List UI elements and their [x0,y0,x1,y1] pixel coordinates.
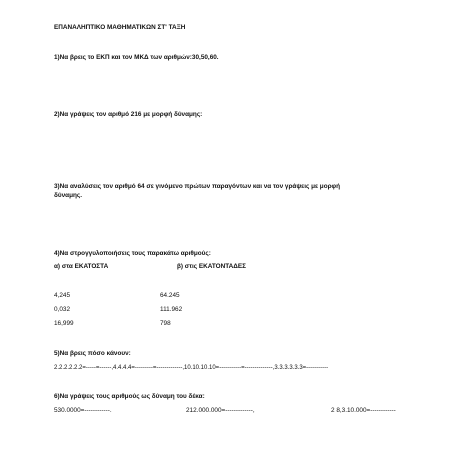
question-1: 1)Να βρεις το ΕΚΠ και τον ΜΚΔ των αριθμών:30,50,60. [54,54,219,61]
question-5-exercise-line: 2.2.2.2.2.2=-----=------,4.4.4.4=---------=-------------,10.10.10.10=-----------=--------------,3.3.3.3.3.3=----------- [54,365,329,371]
question-2: 2)Να γράψεις τον αριθμό 216 με μορφή δύναμης: [54,111,203,118]
question-4-part-b: β) στις ΕΚΑΤΟΝΤΑΔΕΣ [177,263,246,270]
q4-right-number: 111.962 [160,306,183,313]
q6-item: 2 8,3.10.000=------------ [331,407,396,414]
question-6: 6)Να γράψεις τους αριθμούς ως δύναμη του δέκα: [54,393,205,400]
question-4-part-a: α) στα ΕΚΑΤΟΣΤΑ [54,263,109,270]
q6-item: 212.000.000=-------------, [186,407,255,414]
question-5: 5)Να βρεις πόσο κάνουν: [54,350,131,357]
worksheet-title: ΕΠΑΝΑΛΗΠΤΙΚΟ ΜΑΘΗΜΑΤΙΚΩΝ ΣΤ' ΤΑΞΗ [54,24,186,31]
q4-left-number: 4,245 [54,292,70,299]
q6-item: 530.0000=------------. [54,407,112,414]
question-4: 4)Να στρογγυλοποιήσεις τους παρακάτω αριθμούς: [54,250,211,257]
q4-left-number: 16,999 [54,320,74,327]
q4-right-number: 64.245 [160,292,180,299]
question-3-line-2: δύναμης. [54,192,82,199]
q4-left-number: 0,032 [54,306,70,313]
q4-right-number: 798 [160,320,171,327]
question-3-line-1: 3)Να αναλύσεις τον αριθμό 64 σε γινόμενο πρώτων παραγόντων και να τον γράψεις με μορφή [54,183,341,190]
